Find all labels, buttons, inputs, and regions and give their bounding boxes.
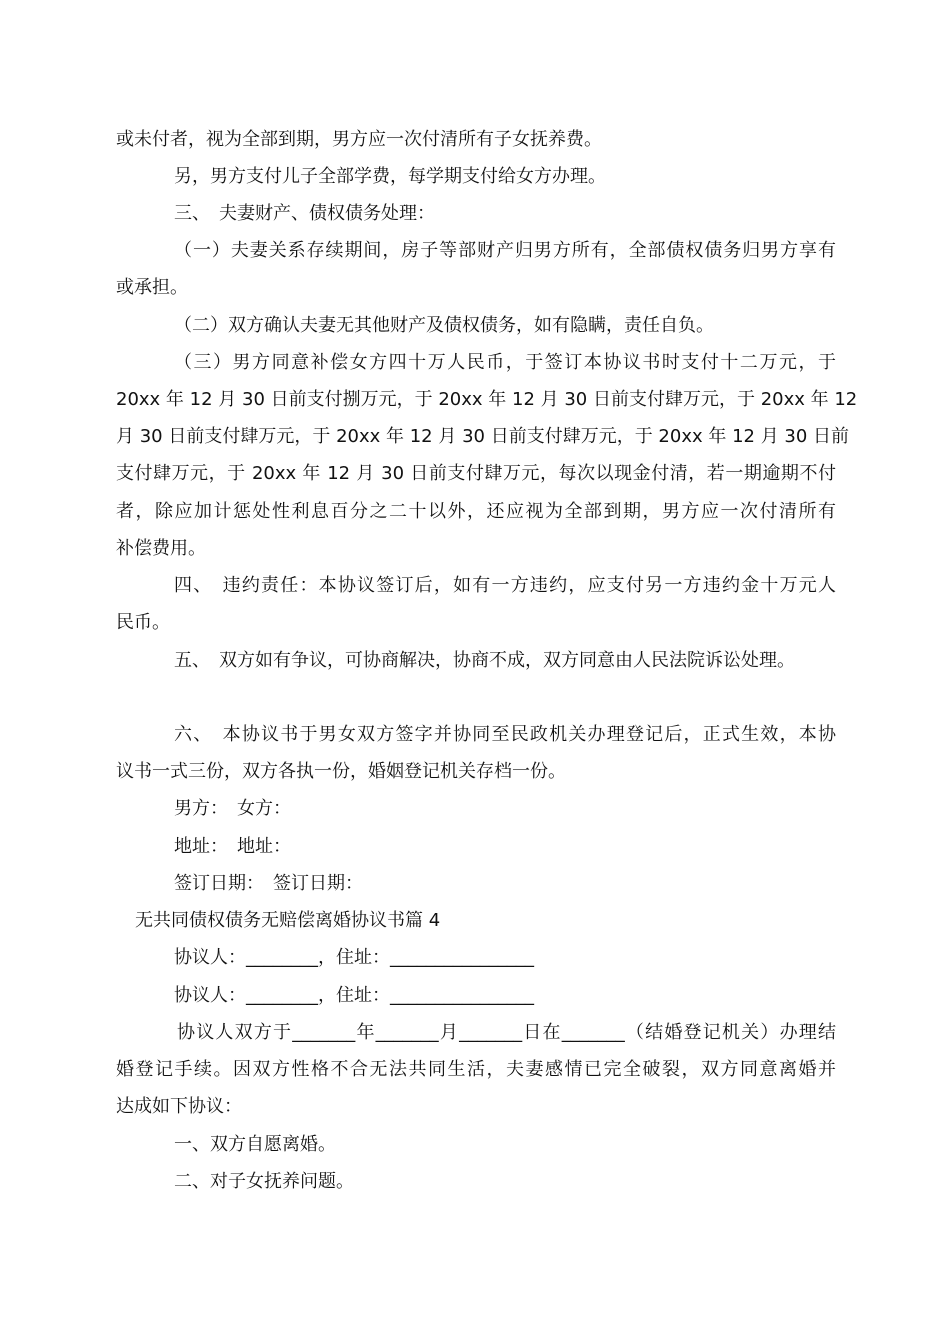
paragraph-line: 或承担。	[116, 277, 188, 298]
paragraph-line: 20xx 年 12 月 30 日前支付捌万元，于 20xx 年 12 月 30 日前支付肆万元，于 20xx 年 12	[116, 389, 858, 410]
section-heading: 四、 违约责任：本协议签订后，如有一方违约，应支付另一方违约金十万元人	[174, 575, 836, 596]
address-line: 地址： 地址：	[174, 836, 291, 857]
document-title: 无共同债权债务无赔偿离婚协议书篇 4	[135, 910, 441, 931]
paragraph-line: 另，男方支付儿子全部学费，每学期支付给女方办理。	[174, 166, 606, 187]
section-heading: 一、双方自愿离婚。	[174, 1134, 336, 1155]
section-heading: 三、 夫妻财产、债权债务处理：	[174, 203, 435, 224]
party-line: 协议人：________，住址：________________	[174, 947, 534, 968]
paragraph-line: 支付肆万元，于 20xx 年 12 月 30 日前支付肆万元，每次以现金付清，若一期逾期不付	[116, 463, 836, 484]
signature-line: 男方： 女方：	[174, 798, 291, 819]
paragraph-line: 月 30 日前支付肆万元，于 20xx 年 12 月 30 日前支付肆万元，于 20xx 年 12 月 30 日前	[116, 426, 850, 447]
party-line: 协议人：________，住址：________________	[174, 985, 534, 1006]
paragraph-line: 协议人双方于_______年_______月_______日在_______（结婚登记机关）办理结	[177, 1022, 836, 1043]
paragraph-line: 或未付者，视为全部到期，男方应一次付清所有子女抚养费。	[116, 129, 602, 150]
paragraph-line: 达成如下协议：	[116, 1096, 242, 1117]
paragraph-line: 补偿费用。	[116, 538, 206, 559]
section-heading: 五、 双方如有争议，可协商解决，协商不成，双方同意由人民法院诉讼处理。	[174, 650, 795, 671]
paragraph-line: （二）双方确认夫妻无其他财产及债权债务，如有隐瞒，责任自负。	[174, 315, 714, 336]
section-heading: 六、 本协议书于男女双方签字并协同至民政机关办理登记后，正式生效，本协	[174, 724, 836, 745]
paragraph-line: （一）夫妻关系存续期间，房子等部财产归男方所有，全部债权债务归男方享有	[174, 240, 836, 261]
paragraph-line: 民币。	[116, 612, 170, 633]
paragraph-line: 议书一式三份，双方各执一份，婚姻登记机关存档一份。	[116, 761, 566, 782]
paragraph-line: 婚登记手续。因双方性格不合无法共同生活，夫妻感情已完全破裂，双方同意离婚并	[116, 1059, 836, 1080]
section-heading: 二、对子女抚养问题。	[174, 1171, 354, 1192]
paragraph-line: 者，除应加计惩处性利息百分之二十以外，还应视为全部到期，男方应一次付清所有	[116, 501, 836, 522]
date-line: 签订日期： 签订日期：	[174, 873, 363, 894]
paragraph-line: （三）男方同意补偿女方四十万人民币，于签订本协议书时支付十二万元，于	[174, 352, 836, 373]
